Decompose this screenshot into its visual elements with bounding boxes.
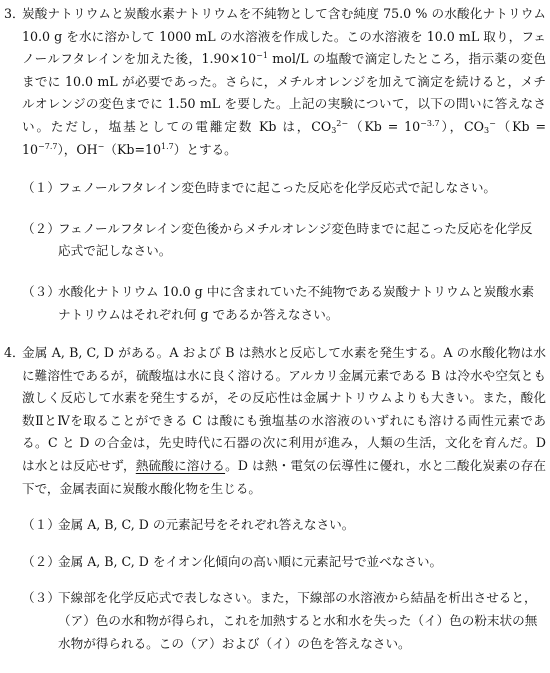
exponent: −1: [256, 51, 268, 61]
question-text: 下線部を化学反応式で表しなさい。また，下線部の水溶液から結晶を析出させると，（ア）色の水和物が得られ，これを加熱すると水和水を失った（イ）色の粉末状の無水物が得られる。この（ア）および（イ）の色を答えなさい。: [58, 590, 538, 651]
statement-text: ），CO: [439, 118, 485, 134]
question-4-1: [22, 514, 544, 537]
kb-exponent: −3.7: [420, 118, 440, 128]
statement-text: mol/L の塩酸で滴定したところ，指示薬の変色までに 10.0 mL が必要であった。さらに，メチルオレンジを加えて滴定を続けると，メチルオレンジの変色までに 1.50 mL を要した。上記の実験について，以下の問いに答えなさい。ただし，塩基としての電離定数 Kb は，CO: [22, 51, 546, 134]
ion-charge: −: [489, 118, 496, 128]
question-3-3: [22, 281, 544, 326]
statement-text: ），OH: [57, 141, 98, 157]
kb-exponent: −7.7: [38, 141, 58, 151]
question-text: フェノールフタレイン変色後からメチルオレンジ変色時までに起こった反応を化学反応式で記しなさい。: [58, 220, 533, 259]
question-label: （３）: [22, 283, 60, 299]
question-text: フェノールフタレイン変色時までに起こった反応を化学反応式で記しなさい。: [58, 180, 497, 196]
question-text: 金属 A, B, C, D の元素記号をそれぞれ答えなさい。: [58, 517, 355, 533]
ion-charge: −: [97, 141, 105, 151]
question-3-1: [22, 177, 544, 200]
kb-exponent: 1.7: [161, 141, 174, 151]
statement-text: （Kb = 10: [22, 118, 546, 157]
formula-subscript: 3: [331, 125, 337, 135]
question-label: （１）: [22, 517, 60, 533]
underlined-phrase: 熱硫酸に溶ける: [135, 457, 226, 473]
problem-3: [0, 3, 550, 326]
problem-4-statement: [22, 342, 546, 500]
statement-text: （Kb = 10: [348, 118, 421, 134]
formula-subscript: 3: [484, 125, 490, 135]
question-3-2: [22, 218, 544, 263]
question-label: （２）: [22, 220, 60, 236]
question-text: 水酸化ナトリウム 10.0 g 中に含まれていた不純物である炭酸ナトリウムと炭酸水素ナトリウムはそれぞれ何 g であるか答えなさい。: [58, 283, 535, 322]
question-label: （２）: [22, 553, 60, 569]
statement-text: （Kb=10: [104, 141, 162, 157]
problem-3-number: 3．: [4, 6, 25, 21]
question-text: 金属 A, B, C, D をイオン化傾向の高い順に元素記号で並べなさい。: [58, 553, 443, 569]
problem-4: [0, 342, 550, 655]
question-4-2: [22, 551, 544, 574]
statement-text: 。D は熱・電気の伝導性に優れ，水と二酸化炭素の存在下で，金属表面に炭酸水酸化物を生じる。: [22, 457, 547, 496]
statement-text: 金属 A, B, C, D がある。A および B は熱水と反応して水素を発生する。A の水酸化物は水に難溶性であるが，硫酸塩は水に良く溶ける。アルカリ金属元素である B は冷水や空気とも激しく反応して水素を発生するが，その反応性は金属ナトリウムよりも大きい。また，酸化数ⅡとⅣを取ることができる C は酸にも強塩基の水溶液のいずれにも溶ける両性元素である。C と D の合金は，先史時代に石器の次に利用が進み，人類の生活，文化を育んだ。D は水とは反応せず，: [22, 345, 546, 473]
problem-3-statement: [22, 3, 546, 161]
statement-text: 炭酸ナトリウムと炭酸水素ナトリウムを不純物として含む純度 75.0 % の水酸化ナトリウム 10.0 g を水に溶かして 1000 mL の水溶液を作成した。この水溶液を 10.0 mL 取り，フェノールフタレインを加えた後，1.90×10: [22, 6, 546, 67]
problem-4-number: 4．: [4, 345, 25, 360]
ion-charge: 2−: [336, 118, 349, 128]
statement-text: ）とする。: [173, 141, 237, 157]
question-label: （３）: [22, 590, 60, 606]
question-label: （１）: [22, 180, 60, 196]
question-4-3: [22, 587, 544, 655]
